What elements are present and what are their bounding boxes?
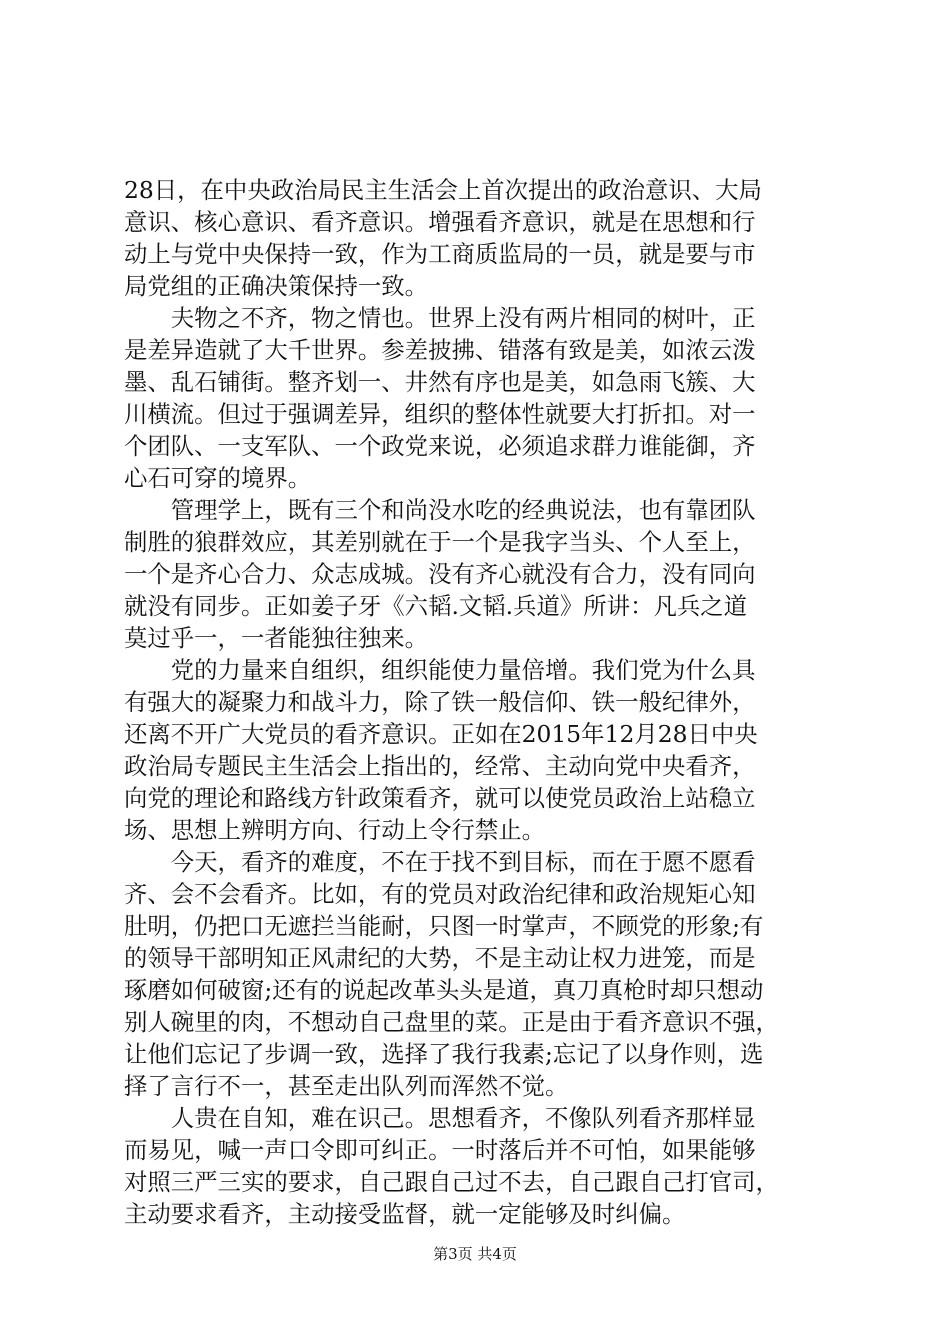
text-line: 管理学上，既有三个和尚没水吃的经典说法，也有靠团队 — [124, 496, 756, 524]
text-line: 琢磨如何破窗;还有的说起改革头头是道，真刀真枪时却只想动 — [124, 976, 764, 1004]
text-line: 别人碗里的肉，不想动自己盘里的菜。正是由于看齐意识不强， — [124, 1008, 779, 1036]
text-line: 让他们忘记了步调一致，选择了我行我素;忘记了以身作则，选 — [124, 1040, 764, 1068]
body-text — [124, 174, 832, 1230]
text-line: 政治局专题民主生活会上指出的，经常、主动向党中央看齐， — [124, 752, 756, 780]
text-line: 动上与党中央保持一致，作为工商质监局的一员，就是要与市 — [124, 240, 756, 268]
text-line: 今天，看齐的难度，不在于找不到目标，而在于愿不愿看 — [124, 848, 756, 876]
text-line: 有强大的凝聚力和战斗力，除了铁一般信仰、铁一般纪律外， — [124, 688, 756, 716]
text-line: 还离不开广大党员的看齐意识。正如在2015年12月28日中央 — [124, 720, 758, 748]
text-line: 28日，在中央政治局民主生活会上首次提出的政治意识、大局 — [124, 176, 762, 204]
text-line: 肚明，仍把口无遮拦当能耐，只图一时掌声，不顾党的形象;有 — [124, 912, 764, 940]
text-line: 心石可穿的境界。 — [124, 464, 312, 492]
text-line: 夫物之不齐，物之情也。世界上没有两片相同的树叶，正 — [124, 304, 756, 332]
text-line: 墨、乱石铺街。整齐划一、井然有序也是美，如急雨飞簇、大 — [124, 368, 756, 396]
text-line: 一个是齐心合力、众志成城。没有齐心就没有合力，没有同向 — [124, 560, 756, 588]
text-line: 的领导干部明知正风肃纪的大势，不是主动让权力进笼，而是 — [124, 944, 756, 972]
text-line: 是差异造就了大千世界。参差披拂、错落有致是美，如浓云泼 — [124, 336, 756, 364]
text-line: 择了言行不一，甚至走出队列而浑然不觉。 — [124, 1072, 569, 1100]
text-line: 意识、核心意识、看齐意识。增强看齐意识，就是在思想和行 — [124, 208, 756, 236]
text-line: 而易见，喊一声口令即可纠正。一时落后并不可怕，如果能够 — [124, 1136, 756, 1164]
text-line: 局党组的正确决策保持一致。 — [124, 272, 429, 300]
text-line: 对照三严三实的要求，自己跟自己过不去，自己跟自己打官司， — [124, 1168, 779, 1196]
text-line: 场、思想上辨明方向、行动上令行禁止。 — [124, 816, 546, 844]
text-line: 党的力量来自组织，组织能使力量倍增。我们党为什么具 — [124, 656, 756, 684]
text-line: 制胜的狼群效应，其差别就在于一个是我字当头、个人至上， — [124, 528, 756, 556]
text-line: 齐、会不会看齐。比如，有的党员对政治纪律和政治规矩心知 — [124, 880, 756, 908]
text-line: 川横流。但过于强调差异，组织的整体性就要大打折扣。对一 — [124, 400, 756, 428]
page-number-label: 第3页 共4页 — [433, 1245, 517, 1263]
text-line: 向党的理论和路线方针政策看齐，就可以使党员政治上站稳立 — [124, 784, 756, 812]
text-line: 就没有同步。正如姜子牙《六韬.文韬.兵道》所讲：凡兵之道 — [124, 592, 748, 620]
text-line: 主动要求看齐，主动接受监督，就一定能够及时纠偏。 — [124, 1200, 686, 1228]
text-line: 个团队、一支军队、一个政党来说，必须追求群力谁能御，齐 — [124, 432, 756, 460]
text-line: 莫过乎一，一者能独往独来。 — [124, 624, 429, 652]
text-line: 人贵在自知，难在识己。思想看齐，不像队列看齐那样显 — [124, 1104, 756, 1132]
page-footer — [0, 1244, 950, 1264]
